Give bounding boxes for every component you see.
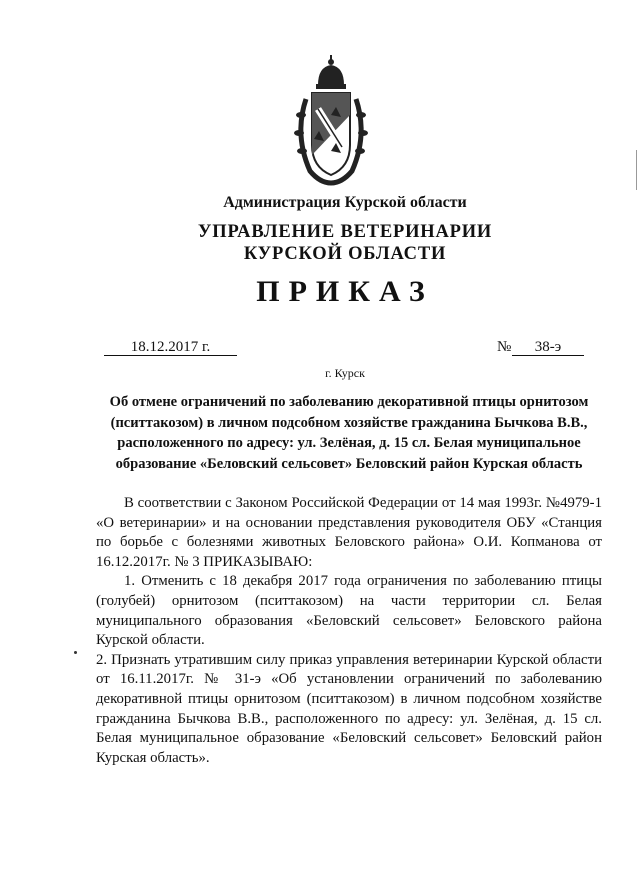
document-title: ПРИКАЗ bbox=[256, 275, 434, 308]
scan-edge-mark bbox=[636, 150, 637, 190]
department-name-line1: УПРАВЛЕНИЕ ВЕТЕРИНАРИИ bbox=[197, 222, 493, 242]
order-body bbox=[96, 494, 602, 768]
order-date: 18.12.2017 г. bbox=[104, 339, 237, 356]
administration-name: Администрация Курской области bbox=[223, 194, 467, 211]
department-name-line2: КУРСКОЙ ОБЛАСТИ bbox=[243, 244, 447, 264]
order-subject: Об отмене ограничений по заболеванию декоративной птицы орнитозом (пситтакозом) в личном подсобном хозяйстве гражданина Бычкова В.В., расположенного по адресу: ул. Зелёная, д. 15 сл. Белая муниципальное образование «Беловский сельсовет» Беловский район Курская область bbox=[109, 394, 589, 472]
issue-city: г. Курск bbox=[325, 366, 365, 380]
order-number: 38-э bbox=[512, 339, 584, 356]
scan-speck bbox=[74, 651, 77, 654]
coat-of-arms-icon bbox=[292, 55, 370, 187]
order-number-label: № bbox=[497, 339, 512, 355]
order-item-2: 2. Признать утратившим силу приказ управления ветеринарии Курской области от 16.11.2017г. № 31-э «Об установлении ограничений по заболеванию декоративной птицы орнитозом (пситтакозом) в личном подсобном хозяйстве гражданина Бычкова В.В., расположенного по адресу: ул. Зелёная, д. 15 сл. Белая муниципальное образование «Беловский сельсовет» Беловский район Курская область». bbox=[96, 651, 602, 766]
order-item-1: 1. Отменить с 18 декабря 2017 года ограничения по заболеванию птицы (голубей) орнитозом (пситтакозом) на части территории сл. Белая муниципального образования «Беловский сельсовет» Беловского района Курской области. bbox=[96, 573, 602, 649]
preamble-paragraph: В соответствии с Законом Российской Федерации от 14 мая 1993г. №4979-1 «О ветеринарии» и на основании представления руководителя ОБУ «Станция по борьбе с болезнями животных Беловского района» О.И. Копманова от 16.12.2017г. № 3 ПРИКАЗЫВАЮ: bbox=[96, 495, 602, 570]
